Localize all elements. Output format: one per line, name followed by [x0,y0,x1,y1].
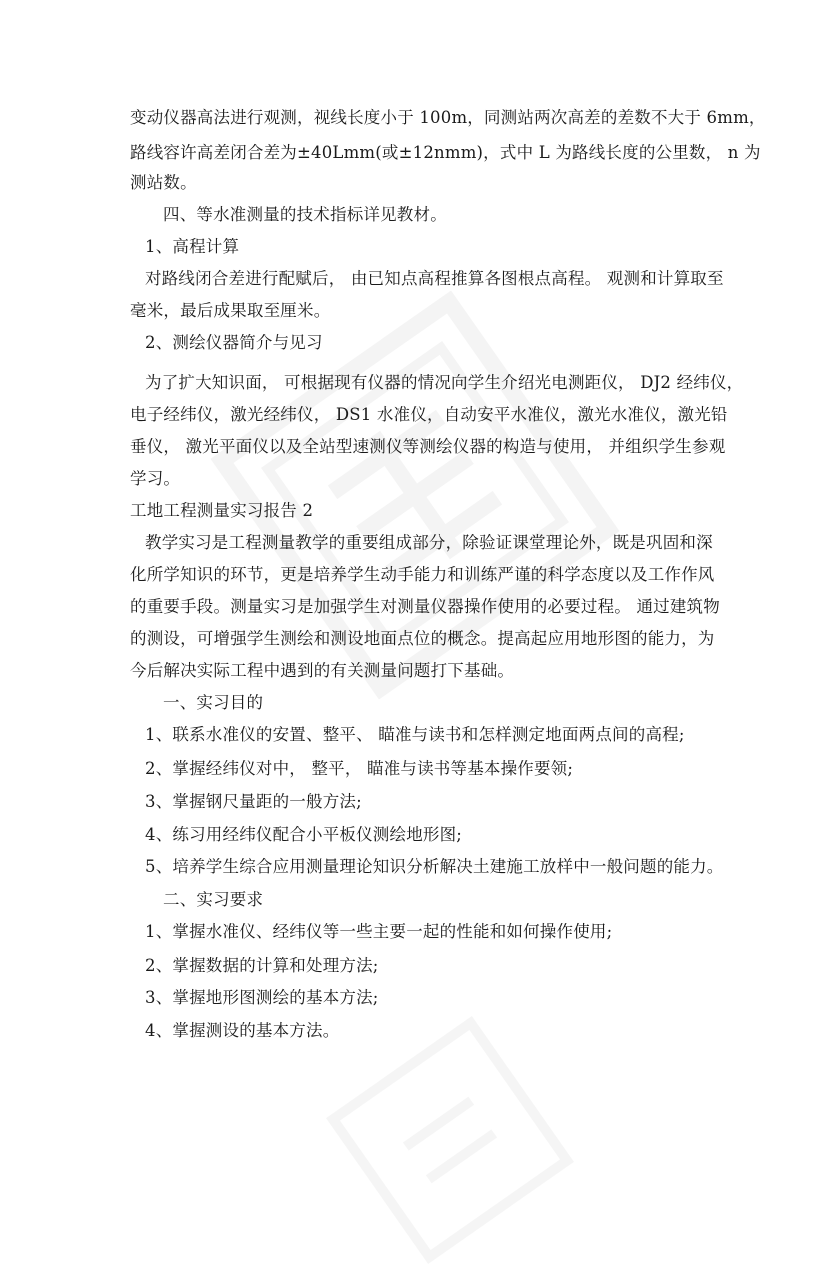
list-item: 5、培养学生综合应用测量理论知识分析解决土建施工放样中一般问题的能力。 [145,857,724,876]
paragraph-line: 毫米，最后成果取至厘米。 [130,301,331,320]
list-item: 1、联系水准仪的安置、整平、 瞄准与读书和怎样测定地面两点间的高程; [145,725,685,744]
paragraph-line: 垂仪， 激光平面仪以及全站型速测仪等测绘仪器的构造与使用， 并组织学生参观 [130,437,726,456]
list-item: 3、掌握地形图测绘的基本方法; [145,988,379,1007]
document-title: 工地工程测量实习报告 2 [130,501,314,520]
paragraph-line: 教学实习是工程测量教学的重要组成部分，除验证课堂理论外，既是巩固和深 [145,533,713,552]
paragraph-line: 的重要手段。测量实习是加强学生对测量仪器操作使用的必要过程。 通过建筑物 [130,597,720,616]
subsection-heading: 1、高程计算 [145,237,240,256]
list-item: 2、掌握经纬仪对中， 整平， 瞄准与读书等基本操作要领; [145,759,574,778]
list-item: 1、掌握水准仪、经纬仪等一些主要一起的性能和如何操作使用; [145,922,613,941]
list-item: 2、掌握数据的计算和处理方法; [145,956,379,975]
paragraph-line: 化所学知识的环节，更是培养学生动手能力和训练严谨的科学态度以及工作作风 [130,565,715,584]
paragraph-line: 为了扩大知识面， 可根据现有仪器的情况向学生介绍光电测距仪， DJ2 经纬仪， [145,373,744,392]
paragraph-line: 路线容许高差闭合差为±40Lmm(或±12nmm)，式中 L 为路线长度的公里数， n 为 [130,143,761,162]
section-heading: 四、等水准测量的技术指标详见教材。 [163,205,447,224]
list-item: 3、掌握钢尺量距的一般方法; [145,792,362,811]
paragraph-line: 对路线闭合差进行配赋后， 由已知点高程推算各图根点高程。 观测和计算取至 [145,269,724,288]
watermark-seal-icon [311,1001,590,1279]
paragraph-line: 今后解决实际工程中遇到的有关测量问题打下基础。 [130,661,515,680]
section-heading: 一、实习目的 [163,693,264,712]
paragraph-line: 的测设，可增强学生测绘和测设地面点位的概念。提高起应用地形图的能力，为 [130,629,715,648]
list-item: 4、掌握测设的基本方法。 [145,1021,340,1040]
paragraph-line: 电子经纬仪，激光经纬仪， DS1 水准仪，自动安平水准仪，激光水准仪，激光铅 [130,405,728,424]
paragraph-line: 测站数。 [130,173,197,192]
subsection-heading: 2、测绘仪器简介与见习 [145,333,323,352]
paragraph-line: 变动仪器高法进行观测，视线长度小于 100m，同测站两次高差的差数不大于 6mm， [130,108,766,127]
section-heading: 二、实习要求 [163,890,264,909]
paragraph-line: 学习。 [130,469,181,488]
list-item: 4、练习用经纬仪配合小平板仪测绘地形图; [145,825,463,844]
